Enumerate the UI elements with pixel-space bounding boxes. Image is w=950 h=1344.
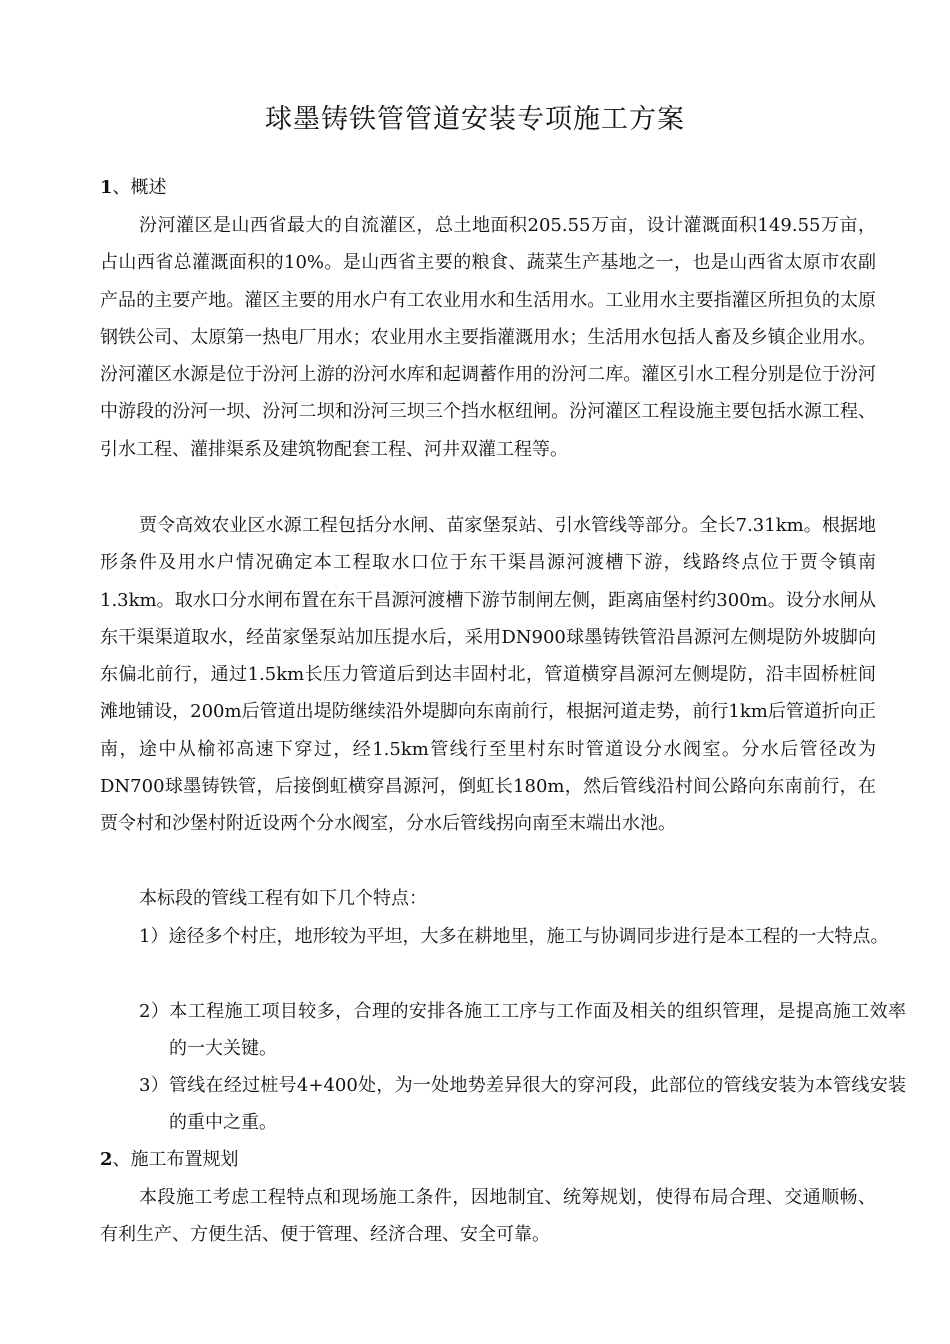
paragraph-water-source-project: 贾令高效农业区水源工程包括分水闸、苗家堡泵站、引水管线等部分。全长7.31km。根据地形条件及用水户情况确定本工程取水口位于东干渠昌源河渡槽下游，线路终点位于贾令镇南1.3km。取水口分水闸布置在东干昌源河渡槽下游节制闸左侧，距离庙堡村约300m。设分水闸从东干渠渠道取水，经苗家堡泵站加压提水后，采用DN900球墨铸铁管沿昌源河左侧堤防外坡脚向东偏北前行，通过1.5km长压力管道后到达丰固村北，管道横穿昌源河左侧堤防，沿丰固桥桩间滩地铺设，200m后管道出堤防继续沿外堤脚向东南前行，根据河道走势，前行1km后管道折向正南，途中从榆祁高速下穿过，经1.5km管线行至里村东时管道设分水阀室。分水后管径改为DN700球墨铸铁管，后接倒虹横穿昌源河，倒虹长180m，然后管线沿村间公路向东南前行，在贾令村和沙堡村附近设两个分水阀室，分水后管线拐向南至末端出水池。 [100,515,876,835]
list-item-feature-2: 2）本工程施工项目较多，合理的安排各施工工序与工作面及相关的组织管理，是提高施工效率的一大关键。 [139,1001,906,1060]
section-heading-overview [100,169,167,206]
document-title: 球墨铸铁管管道安装专项施工方案 [265,104,685,135]
paragraph-layout-planning: 本段施工考虑工程特点和现场施工条件，因地制宜、统筹规划，使得布局合理、交通顺畅、有利生产、方便生活、便于管理、经济合理、安全可靠。 [100,1187,876,1246]
list-item-feature-1: 1）途径多个村庄，地形较为平坦，大多在耕地里，施工与协调同步进行是本工程的一大特点。 [139,926,889,947]
section-title: 、施工布置规划 [112,1149,239,1170]
paragraph-irrigation-district: 汾河灌区是山西省最大的自流灌区，总土地面积205.55万亩，设计灌溉面积149.55万亩，占山西省总灌溉面积的10%。是山西省主要的粮食、蔬菜生产基地之一，也是山西省太原市农副产品的主要产地。灌区主要的用水户有工农业用水和生活用水。工业用水主要指灌区所担负的太原钢铁公司、太原第一热电厂用水；农业用水主要指灌溉用水；生活用水包括人畜及乡镇企业用水。汾河灌区水源是位于汾河上游的汾河水库和起调蓄作用的汾河二库。灌区引水工程分别是位于汾河中游段的汾河一坝、汾河二坝和汾河三坝三个挡水枢纽闸。汾河灌区工程设施主要包括水源工程、引水工程、灌排渠系及建筑物配套工程、河井双灌工程等。 [100,215,876,460]
list-item-feature-3: 3）管线在经过桩号4+400处，为一处地势差异很大的穿河段，此部位的管线安装为本管线安装的重中之重。 [139,1075,906,1134]
paragraph-features-intro: 本标段的管线工程有如下几个特点： [139,888,427,909]
section-title: 、概述 [112,177,167,198]
section-number: 1 [100,177,113,198]
section-heading-layout-planning [100,1141,239,1178]
section-number: 2 [100,1149,113,1170]
